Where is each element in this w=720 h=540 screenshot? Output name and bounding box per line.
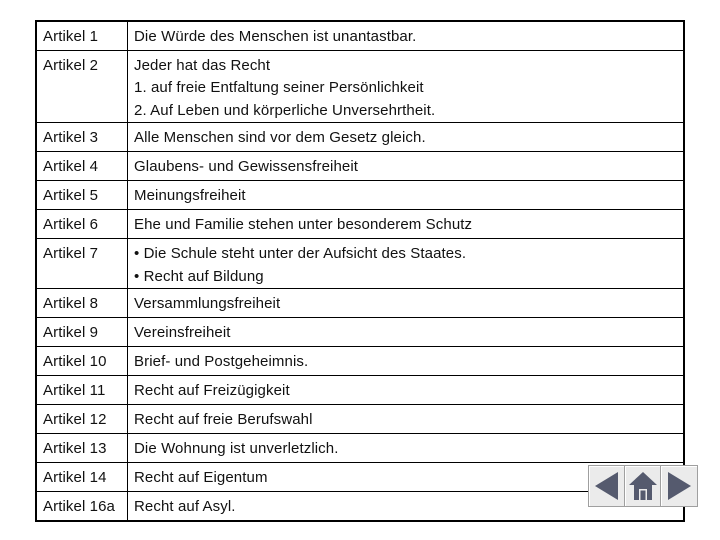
article-number-cell	[36, 210, 128, 239]
article-text-cell	[128, 434, 685, 463]
article-text-cell	[128, 210, 685, 239]
article-text-cell	[128, 239, 685, 289]
article-text-cell	[128, 21, 685, 50]
article-text-line: Versammlungsfreiheit	[134, 295, 281, 312]
table-row	[36, 492, 684, 521]
article-text	[134, 210, 677, 237]
home-icon	[625, 466, 661, 506]
article-text-line: Recht auf Freizügigkeit	[134, 382, 290, 399]
article-text-line: Meinungsfreiheit	[134, 187, 246, 204]
article-number-cell	[36, 492, 128, 521]
table-row	[36, 289, 684, 318]
article-text-line: 2. Auf Leben und körperliche Unversehrtheit.	[134, 101, 436, 119]
table-row	[36, 152, 684, 181]
article-text	[134, 22, 677, 49]
article-number: Artikel 11	[43, 382, 106, 399]
article-text-cell	[128, 347, 685, 376]
home-button[interactable]	[624, 465, 662, 507]
article-number: Artikel 12	[43, 411, 107, 428]
article-text	[134, 318, 677, 345]
article-text-line: Jeder hat das Recht	[134, 56, 271, 74]
article-number: Artikel 16a	[43, 498, 115, 515]
article-text	[134, 376, 677, 403]
article-number: Artikel 5	[43, 187, 99, 204]
article-text-line: • Recht auf Bildung	[134, 267, 264, 285]
article-number-cell	[36, 289, 128, 318]
table-row	[36, 376, 684, 405]
table-row	[36, 239, 684, 289]
article-text	[134, 51, 677, 123]
article-number-cell	[36, 434, 128, 463]
article-text-line: Recht auf Eigentum	[134, 469, 268, 486]
article-text-line: Recht auf Asyl.	[134, 498, 236, 515]
articles-table	[35, 20, 685, 522]
article-number-cell	[36, 239, 128, 289]
article-number-cell	[36, 181, 128, 210]
article-text-line: Vereinsfreiheit	[134, 324, 231, 341]
right-arrow-icon	[661, 466, 697, 506]
article-text-line: • Die Schule steht unter der Aufsicht des Staates.	[134, 245, 467, 262]
table-row	[36, 318, 684, 347]
table-row	[36, 123, 684, 152]
article-text	[134, 347, 677, 374]
article-number-cell	[36, 50, 128, 123]
article-number: Artikel 9	[43, 324, 99, 341]
article-number: Artikel 1	[43, 28, 99, 45]
table-row	[36, 210, 684, 239]
table-row	[36, 347, 684, 376]
article-number: Artikel 2	[43, 56, 99, 74]
article-number: Artikel 8	[43, 295, 99, 312]
article-text-cell	[128, 405, 685, 434]
table-row	[36, 21, 684, 50]
article-number: Artikel 6	[43, 216, 99, 233]
article-number: Artikel 14	[43, 469, 107, 486]
article-text-line: Die Würde des Menschen ist unantastbar.	[134, 28, 417, 45]
articles-table-body	[36, 21, 684, 521]
article-number-cell	[36, 347, 128, 376]
article-text	[134, 239, 677, 288]
article-text-line: Die Wohnung ist unverletzlich.	[134, 440, 339, 457]
article-text	[134, 405, 677, 432]
article-number: Artikel 7	[43, 245, 99, 262]
article-number-cell	[36, 405, 128, 434]
forward-button[interactable]	[660, 465, 698, 507]
article-number-cell	[36, 152, 128, 181]
article-number-cell	[36, 318, 128, 347]
article-number: Artikel 4	[43, 158, 99, 175]
article-text-cell	[128, 181, 685, 210]
article-text-cell	[128, 123, 685, 152]
table-row	[36, 405, 684, 434]
article-text-cell	[128, 152, 685, 181]
article-text-line: Brief- und Postgeheimnis.	[134, 353, 309, 370]
article-number-cell	[36, 463, 128, 492]
article-text-line: Alle Menschen sind vor dem Gesetz gleich.	[134, 129, 426, 146]
article-text-line: Recht auf freie Berufswahl	[134, 411, 313, 428]
table-row	[36, 463, 684, 492]
article-number: Artikel 13	[43, 440, 107, 457]
left-arrow-icon	[589, 466, 625, 506]
article-text-cell	[128, 318, 685, 347]
article-number-cell	[36, 123, 128, 152]
table-row	[36, 50, 684, 123]
back-button[interactable]	[588, 465, 626, 507]
article-number: Artikel 3	[43, 129, 99, 146]
article-text	[134, 434, 677, 461]
article-text-line: Glaubens- und Gewissensfreiheit	[134, 158, 359, 175]
table-row	[36, 434, 684, 463]
article-text-line: Ehe und Familie stehen unter besonderem Schutz	[134, 216, 473, 233]
article-text-cell	[128, 376, 685, 405]
article-number-cell	[36, 21, 128, 50]
article-text-cell	[128, 50, 685, 123]
article-text	[134, 289, 677, 316]
article-text	[134, 123, 677, 150]
article-text	[134, 152, 677, 179]
article-text-cell	[128, 289, 685, 318]
article-text	[134, 181, 677, 208]
article-number: Artikel 10	[43, 353, 107, 370]
article-text-line: 1. auf freie Entfaltung seiner Persönlichkeit	[134, 79, 424, 96]
table-row	[36, 181, 684, 210]
article-number-cell	[36, 376, 128, 405]
